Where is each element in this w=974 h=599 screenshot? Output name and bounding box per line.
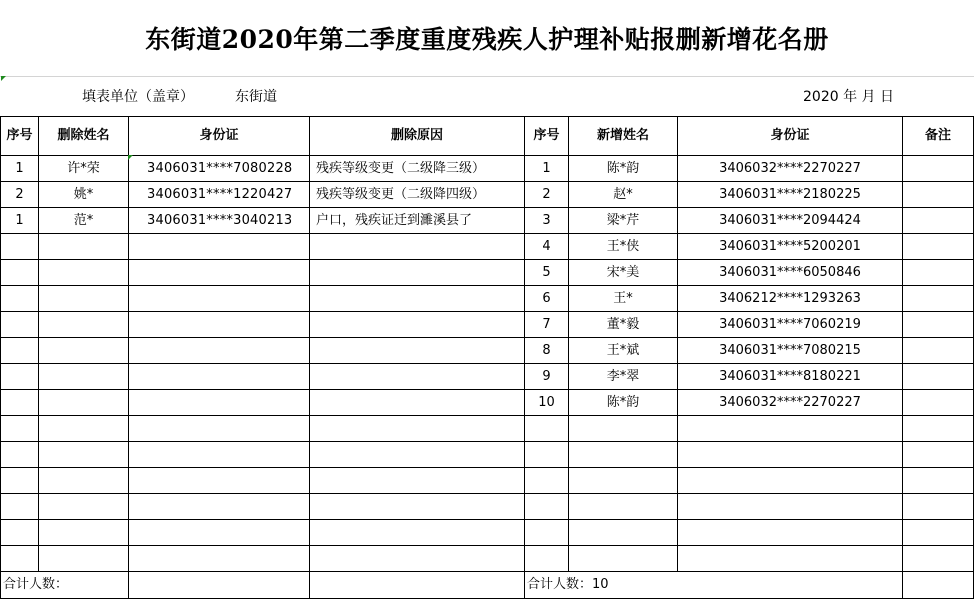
del-reason-cell[interactable] (310, 364, 525, 390)
del-name-cell[interactable] (39, 286, 129, 312)
remark-cell[interactable] (903, 156, 974, 182)
add-name-cell[interactable]: 王*侠 (569, 234, 678, 260)
add-no-cell[interactable] (525, 520, 569, 546)
del-id-cell[interactable] (129, 520, 310, 546)
add-name-cell[interactable]: 赵* (569, 182, 678, 208)
add-name-cell[interactable]: 董*毅 (569, 312, 678, 338)
del-name-cell[interactable] (39, 338, 129, 364)
del-name-cell[interactable] (39, 494, 129, 520)
del-reason-cell[interactable] (310, 520, 525, 546)
del-id-cell[interactable] (129, 338, 310, 364)
del-id-cell[interactable] (129, 390, 310, 416)
del-reason-cell[interactable] (310, 416, 525, 442)
remark-cell[interactable] (903, 416, 974, 442)
del-no-cell[interactable] (1, 364, 39, 390)
report-date: 2020 年 月 日 (803, 89, 894, 105)
del-no-cell[interactable] (1, 312, 39, 338)
add-id-cell[interactable] (678, 546, 903, 572)
remark-cell[interactable] (903, 286, 974, 312)
del-no-cell[interactable]: 1 (1, 208, 39, 234)
add-name-cell[interactable] (569, 520, 678, 546)
add-no-cell[interactable]: 10 (525, 390, 569, 416)
table-row (1, 494, 974, 520)
header-row (1, 117, 974, 156)
del-no-cell[interactable] (1, 286, 39, 312)
del-reason-cell[interactable] (310, 546, 525, 572)
del-name-cell[interactable] (39, 260, 129, 286)
add-no-cell[interactable]: 2 (525, 182, 569, 208)
del-id-cell[interactable] (129, 364, 310, 390)
add-id-cell[interactable] (678, 468, 903, 494)
del-name-cell[interactable] (39, 520, 129, 546)
table-row (1, 520, 974, 546)
del-reason-cell[interactable] (310, 468, 525, 494)
totals-row (1, 572, 974, 599)
header-del-no[interactable]: 序号 (1, 117, 39, 156)
add-no-cell[interactable] (525, 416, 569, 442)
del-name-cell[interactable] (39, 442, 129, 468)
add-id-cell[interactable]: 3406031****7080215 (678, 338, 903, 364)
add-no-cell[interactable] (525, 468, 569, 494)
remark-cell[interactable] (903, 312, 974, 338)
del-name-cell[interactable] (39, 390, 129, 416)
del-no-cell[interactable] (1, 338, 39, 364)
header-add-id[interactable]: 身份证 (678, 117, 903, 156)
roster-table (0, 116, 974, 599)
del-id-cell[interactable]: 3406031****1220427 (129, 182, 310, 208)
total-left-label[interactable]: 合计人数： (1, 572, 129, 599)
remark-cell[interactable] (903, 442, 974, 468)
del-name-cell[interactable] (39, 312, 129, 338)
del-no-cell[interactable] (1, 260, 39, 286)
table-row (1, 546, 974, 572)
del-no-cell[interactable] (1, 416, 39, 442)
del-id-cell[interactable] (129, 312, 310, 338)
del-no-cell[interactable]: 2 (1, 182, 39, 208)
del-id-cell[interactable] (129, 286, 310, 312)
del-id-cell[interactable]: 3406031****7080228 (129, 156, 310, 182)
add-no-cell[interactable]: 9 (525, 364, 569, 390)
del-reason-cell[interactable] (310, 338, 525, 364)
table-row (1, 156, 974, 182)
table-row (1, 338, 974, 364)
del-id-cell[interactable] (129, 468, 310, 494)
page-title: 东街道2020年第二季度重度残疾人护理补贴报删新增花名册 (0, 0, 974, 77)
add-id-cell[interactable]: 3406031****2094424 (678, 208, 903, 234)
del-no-cell[interactable] (1, 546, 39, 572)
add-no-cell[interactable]: 8 (525, 338, 569, 364)
del-name-cell[interactable] (39, 468, 129, 494)
add-name-cell[interactable] (569, 442, 678, 468)
del-reason-cell[interactable] (310, 312, 525, 338)
del-id-cell[interactable] (129, 416, 310, 442)
remark-cell[interactable] (903, 208, 974, 234)
add-id-cell[interactable]: 3406032****2270227 (678, 390, 903, 416)
del-id-cell[interactable]: 3406031****3040213 (129, 208, 310, 234)
unit-label: 填表单位（盖章） (82, 89, 194, 105)
add-id-cell[interactable]: 3406031****5200201 (678, 234, 903, 260)
del-name-cell[interactable] (39, 416, 129, 442)
total-cell[interactable] (903, 572, 974, 599)
add-id-cell[interactable]: 3406031****8180221 (678, 364, 903, 390)
add-name-cell[interactable]: 宋*美 (569, 260, 678, 286)
add-name-cell[interactable] (569, 468, 678, 494)
table-row (1, 390, 974, 416)
add-id-cell[interactable] (678, 416, 903, 442)
del-reason-cell[interactable] (310, 442, 525, 468)
table-row (1, 442, 974, 468)
del-reason-cell[interactable] (310, 286, 525, 312)
del-no-cell[interactable] (1, 468, 39, 494)
add-no-cell[interactable]: 4 (525, 234, 569, 260)
table-row (1, 208, 974, 234)
add-id-cell[interactable] (678, 442, 903, 468)
del-no-cell[interactable] (1, 234, 39, 260)
remark-cell[interactable] (903, 234, 974, 260)
del-reason-cell[interactable]: 残疾等级变更（二级降三级） (310, 156, 525, 182)
add-id-cell[interactable]: 3406031****2180225 (678, 182, 903, 208)
remark-cell[interactable] (903, 182, 974, 208)
header-remark[interactable]: 备注 (903, 117, 974, 156)
del-id-cell[interactable] (129, 234, 310, 260)
add-id-cell[interactable]: 3406212****1293263 (678, 286, 903, 312)
del-reason-cell[interactable] (310, 390, 525, 416)
del-no-cell[interactable] (1, 390, 39, 416)
cell-comment-marker (128, 155, 133, 160)
del-reason-cell[interactable]: 残疾等级变更（二级降四级） (310, 182, 525, 208)
add-no-cell[interactable] (525, 546, 569, 572)
del-name-cell[interactable] (39, 234, 129, 260)
remark-cell[interactable] (903, 338, 974, 364)
add-id-cell[interactable]: 3406031****7060219 (678, 312, 903, 338)
table-row (1, 234, 974, 260)
table-row (1, 364, 974, 390)
table-row (1, 416, 974, 442)
add-id-cell[interactable] (678, 494, 903, 520)
table-row (1, 182, 974, 208)
add-name-cell[interactable] (569, 494, 678, 520)
del-id-cell[interactable] (129, 494, 310, 520)
del-no-cell[interactable] (1, 520, 39, 546)
remark-cell[interactable] (903, 468, 974, 494)
del-reason-cell[interactable] (310, 494, 525, 520)
del-no-cell[interactable] (1, 442, 39, 468)
add-name-cell[interactable]: 王*斌 (569, 338, 678, 364)
del-name-cell[interactable]: 姚* (39, 182, 129, 208)
add-no-cell[interactable]: 1 (525, 156, 569, 182)
add-name-cell[interactable]: 陈*韵 (569, 390, 678, 416)
add-name-cell[interactable]: 王* (569, 286, 678, 312)
add-id-cell[interactable]: 3406032****2270227 (678, 156, 903, 182)
add-no-cell[interactable]: 6 (525, 286, 569, 312)
add-no-cell[interactable]: 5 (525, 260, 569, 286)
add-name-cell[interactable]: 陈*韵 (569, 156, 678, 182)
unit-value: 东街道 (235, 89, 277, 105)
total-cell[interactable] (310, 572, 525, 599)
del-name-cell[interactable]: 范* (39, 208, 129, 234)
del-name-cell[interactable]: 许*荣 (39, 156, 129, 182)
add-id-cell[interactable] (678, 520, 903, 546)
total-cell[interactable] (129, 572, 310, 599)
remark-cell[interactable] (903, 546, 974, 572)
header-add-no[interactable]: 序号 (525, 117, 569, 156)
remark-cell[interactable] (903, 520, 974, 546)
header-add-name[interactable]: 新增姓名 (569, 117, 678, 156)
del-reason-cell[interactable] (310, 260, 525, 286)
add-name-cell[interactable] (569, 416, 678, 442)
cell-comment-marker (1, 76, 6, 81)
header-del-name[interactable]: 删除姓名 (39, 117, 129, 156)
table-row (1, 468, 974, 494)
del-name-cell[interactable] (39, 364, 129, 390)
del-no-cell[interactable] (1, 494, 39, 520)
remark-cell[interactable] (903, 260, 974, 286)
table-row (1, 312, 974, 338)
del-reason-cell[interactable] (310, 234, 525, 260)
remark-cell[interactable] (903, 494, 974, 520)
remark-cell[interactable] (903, 364, 974, 390)
add-no-cell[interactable] (525, 442, 569, 468)
total-right-label[interactable]: 合计人数：10 (525, 572, 903, 599)
add-id-cell[interactable]: 3406031****6050846 (678, 260, 903, 286)
table-row (1, 260, 974, 286)
add-no-cell[interactable]: 3 (525, 208, 569, 234)
del-id-cell[interactable] (129, 546, 310, 572)
add-no-cell[interactable]: 7 (525, 312, 569, 338)
add-name-cell[interactable]: 李*翠 (569, 364, 678, 390)
del-id-cell[interactable] (129, 442, 310, 468)
add-name-cell[interactable]: 梁*芹 (569, 208, 678, 234)
header-del-id[interactable]: 身份证 (129, 117, 310, 156)
del-reason-cell[interactable]: 户口，残疾证迁到濉溪县了 (310, 208, 525, 234)
add-no-cell[interactable] (525, 494, 569, 520)
del-name-cell[interactable] (39, 546, 129, 572)
remark-cell[interactable] (903, 390, 974, 416)
del-id-cell[interactable] (129, 260, 310, 286)
del-no-cell[interactable]: 1 (1, 156, 39, 182)
header-del-reason[interactable]: 删除原因 (310, 117, 525, 156)
table-row (1, 286, 974, 312)
add-name-cell[interactable] (569, 546, 678, 572)
